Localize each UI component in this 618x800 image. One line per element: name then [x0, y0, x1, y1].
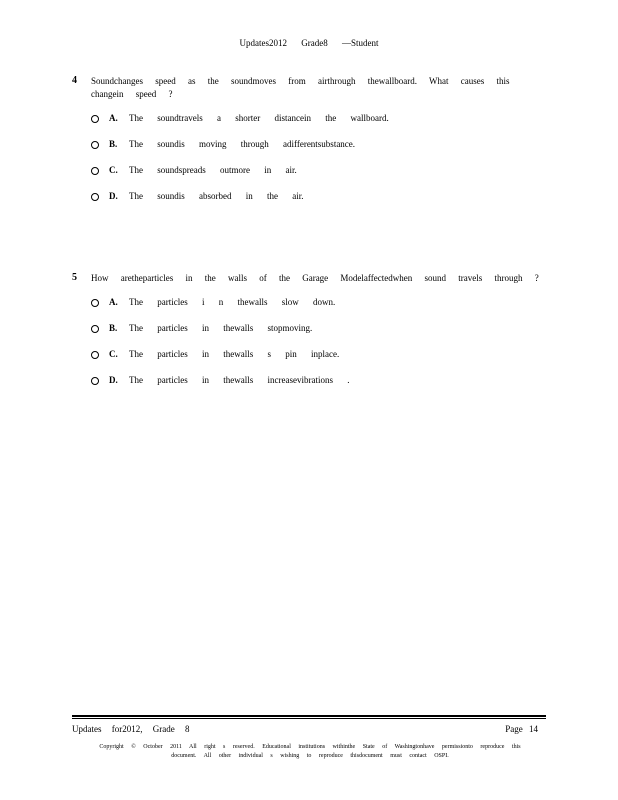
radio-circle-icon[interactable] [91, 193, 99, 201]
choice-letter: C. [109, 165, 118, 175]
choice-letter: C. [109, 349, 118, 359]
footer-updates-label: Updates for2012, Grade 8 [72, 724, 190, 734]
choice-text: The particles i n thewalls slow down. [129, 297, 336, 307]
choice-c[interactable] [91, 165, 542, 191]
choice-letter: B. [109, 323, 118, 333]
choice-b[interactable] [91, 323, 542, 349]
choice-letter: B. [109, 139, 118, 149]
question-number: 4 [72, 75, 77, 86]
choice-d[interactable] [91, 191, 542, 217]
choice-letter: A. [109, 113, 118, 123]
choice-letter: D. [109, 375, 118, 385]
radio-circle-icon[interactable] [91, 141, 99, 149]
choice-a[interactable] [91, 297, 542, 323]
choice-a[interactable] [91, 113, 542, 139]
header-grade: Grade8 [301, 38, 328, 48]
radio-circle-icon[interactable] [91, 299, 99, 307]
copyright-notice [80, 743, 540, 761]
choice-d[interactable] [91, 375, 542, 401]
radio-circle-icon[interactable] [91, 167, 99, 175]
footer-divider-thin [72, 718, 546, 719]
copyright-line-2: document. All other individual s wishing to reproduce thisdocument must contact OSPI. [171, 753, 449, 759]
question-text: Soundchanges speed as the soundmoves from airthrough thewallboard. What causes this changein speed ? [91, 76, 510, 99]
answer-choices [91, 113, 542, 217]
choice-text: The particles in thewalls s pin inplace. [129, 349, 340, 359]
question-text: How aretheparticles in the walls of the Garage Modelaffectedwhen sound travels through ? [91, 273, 539, 283]
header-updates: Updates2012 [239, 38, 287, 48]
choice-text: The soundspreads outmore in air. [129, 165, 297, 175]
choice-text: The soundis absorbed in the air. [129, 191, 304, 201]
radio-circle-icon[interactable] [91, 377, 99, 385]
choice-c[interactable] [91, 349, 542, 375]
choice-text: The particles in thewalls stopmoving. [129, 323, 313, 333]
question-5 [72, 272, 542, 401]
footer-divider [72, 715, 546, 717]
choice-text: The particles in thewalls increasevibrations . [129, 375, 350, 385]
choice-letter: A. [109, 297, 118, 307]
copyright-line-1: Copyright © October 2011 All right s reserved. Educational institutions withinthe State of Washingtonhave permissionto reproduce this [99, 744, 521, 750]
choice-b[interactable] [91, 139, 542, 165]
page-number: Page 14 [505, 724, 538, 734]
page-header [0, 38, 618, 48]
header-student: —Student [341, 38, 379, 48]
choice-text: The soundis moving through adifferentsubstance. [129, 139, 356, 149]
choice-letter: D. [109, 191, 118, 201]
radio-circle-icon[interactable] [91, 351, 99, 359]
answer-choices [91, 297, 542, 401]
question-4 [72, 75, 542, 217]
radio-circle-icon[interactable] [91, 115, 99, 123]
question-number: 5 [72, 272, 77, 283]
choice-text: The soundtravels a shorter distancein the wallboard. [129, 113, 389, 123]
radio-circle-icon[interactable] [91, 325, 99, 333]
